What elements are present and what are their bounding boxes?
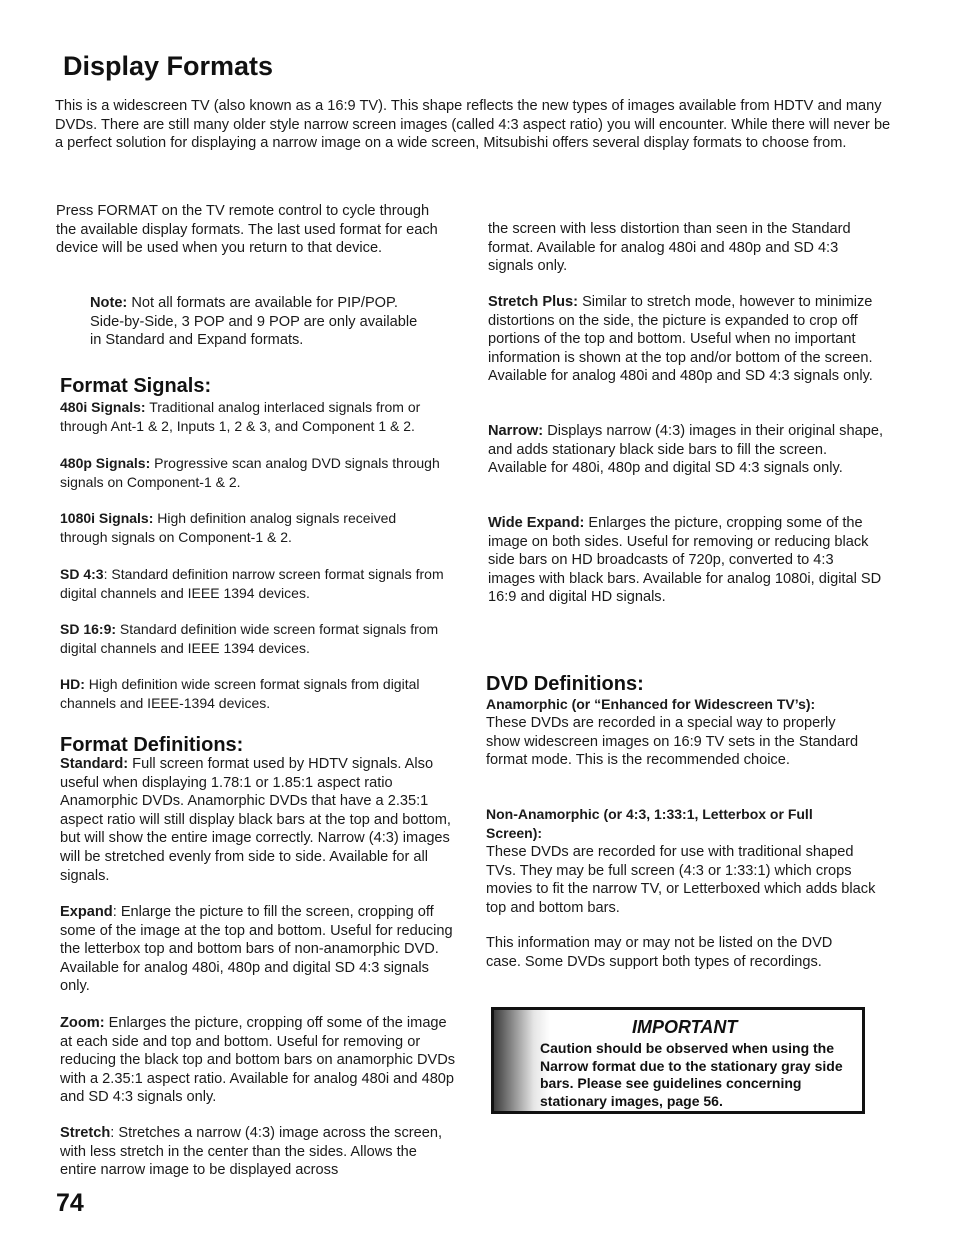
def-wide-expand-term: Wide Expand: bbox=[488, 515, 585, 531]
important-text: Caution should be observed when using the Narrow format due to the stationary gray side bars. Please see guidelines concerning stationary images, page 56. bbox=[540, 1040, 843, 1109]
signal-sd169-term: SD 16:9: bbox=[60, 621, 117, 637]
def-standard-text: Full screen format used by HDTV signals. Also useful when displaying 1.78:1 or 1.85:1 aspect ratio Anamorphic DVDs. Anamorphic DVDs that have a 2.35:1 aspect ratio will still display black bars at the top and bottom, but will show the entire image correctly. Narrow (4:3) images will be stretched evenly from side to side. Available for all signals. bbox=[60, 756, 451, 884]
signal-sd43-term: SD 4:3 bbox=[60, 566, 104, 582]
signal-sd43 bbox=[60, 565, 460, 602]
def-stretch-term: Stretch bbox=[60, 1125, 111, 1141]
dvd-info-paragraph: This information may or may not be listed on the DVD case. Some DVDs support both types of recordings. bbox=[486, 935, 833, 970]
def-stretch-continued: the screen with less distortion than seen in the Standard format. Available for analog 480i and 480p and SD 4:3 signals only. bbox=[488, 221, 851, 275]
def-expand bbox=[60, 903, 458, 996]
signal-1080i-term: 1080i Signals: bbox=[60, 510, 154, 526]
signal-1080i bbox=[60, 509, 440, 546]
def-stretch-text: : Stretches a narrow (4:3) image across the screen, with less stretch in the center than the sides. Allows the entire narrow image to be displayed across bbox=[60, 1125, 443, 1179]
def-expand-text: : Enlarge the picture to fill the screen, cropping off some of the image at the top and bottom. Useful for reducing the letterbox top and bottom bars of non-anamorphic DVD. Available for analog 480i, 480p and digital SD 4:3 signals only. bbox=[60, 904, 453, 995]
signal-480i-text: Traditional analog interlaced signals from or through Ant-1 & 2, Inputs 1, 2 & 3, and Component 1 & 2. bbox=[60, 399, 421, 434]
important-title: IMPORTANT bbox=[632, 1017, 738, 1037]
dvd-non-anamorphic-term: Non-Anamorphic (or 4:3, 1:33:1, Letterbox or Full Screen): bbox=[486, 806, 813, 841]
note-label: Note: bbox=[90, 295, 128, 311]
dvd-anamorphic-text: These DVDs are recorded in a special way to properly show widescreen images on 16:9 TV sets in the Standard format mode. This is the recommended choice. bbox=[486, 715, 859, 769]
dvd-non-anamorphic-text: These DVDs are recorded for use with traditional shaped TVs. They may be full screen (4:3 or 1:33:1) which crops movies to fit the narrow TV, or Letterboxed which adds black top and bottom bars. bbox=[486, 844, 876, 916]
dvd-definitions-heading: DVD Definitions: bbox=[486, 673, 644, 695]
intro-paragraph: This is a widescreen TV (also known as a 16:9 TV). This shape reflects the new types of images available from HDTV and many DVDs. There are still many older style narrow screen images (called 4:3 aspect ratio) you will encounter. While there will never be a perfect solution for displaying a narrow image on a wide screen, Mitsubishi offers several display formats to choose from. bbox=[55, 98, 891, 152]
signal-480p-term: 480p Signals: bbox=[60, 455, 151, 471]
signal-sd43-text: : Standard definition narrow screen format signals from digital channels and IEEE 1394 devices. bbox=[60, 566, 444, 601]
signal-sd169-text: Standard definition wide screen format signals from digital channels and IEEE 1394 devices. bbox=[60, 621, 439, 656]
signal-480p-text: Progressive scan analog DVD signals through signals on Component-1 & 2. bbox=[60, 455, 440, 490]
def-zoom bbox=[60, 1014, 458, 1107]
signal-hd-term: HD: bbox=[60, 676, 85, 692]
format-signals-heading: Format Signals: bbox=[60, 375, 212, 397]
signal-hd-text: High definition wide screen format signals from digital channels and IEEE-1394 devices. bbox=[60, 676, 420, 711]
def-zoom-term: Zoom: bbox=[60, 1015, 105, 1031]
def-stretch-plus bbox=[488, 293, 883, 386]
def-zoom-text: Enlarges the picture, cropping off some of the image at each side and top and bottom. Useful for removing or reducing the black top and bottom bars on anamorphic DVDs with a 2.35:1 aspect ratio. Available for analog 480i and 480p and SD 4:3 signals only. bbox=[60, 1015, 456, 1106]
format-definitions-heading: Format Definitions: bbox=[60, 734, 244, 756]
def-standard bbox=[60, 755, 458, 885]
page-title: Display Formats bbox=[63, 51, 274, 81]
def-stretch bbox=[60, 1124, 452, 1180]
important-callout bbox=[491, 1007, 865, 1114]
def-stretch-plus-term: Stretch Plus: bbox=[488, 294, 579, 310]
signal-480p bbox=[60, 454, 480, 491]
dvd-anamorphic-term: Anamorphic (or “Enhanced for Widescreen TV’s): bbox=[486, 696, 816, 712]
signal-480i-term: 480i Signals: bbox=[60, 399, 146, 415]
def-wide-expand-text: Enlarges the picture, cropping some of the image on both sides. Useful for removing or reducing black side bars on HD broadcasts of 720p, converted to 4:3 images with black bars. Available for analog 1080i, digital SD 16:9 and digital HD signals. bbox=[488, 515, 882, 606]
def-narrow bbox=[488, 422, 883, 478]
note-text: Not all formats are available for PIP/POP. Side-by-Side, 3 POP and 9 POP are only available in Standard and Expand formats. bbox=[90, 295, 418, 349]
def-stretch-plus-text: Similar to stretch mode, however to minimize distortions on the side, the picture is expanded to crop off portions of the top and bottom. Useful when no important information is shown at the top and/or bottom of the screen. Available for analog 480i and 480p and SD 4:3 signals only. bbox=[488, 294, 873, 385]
def-narrow-text: Displays narrow (4:3) images in their original shape, and adds stationary black side bars to fill the screen. Available for 480i, 480p and digital SD 4:3 signals only. bbox=[488, 423, 884, 477]
page-number: 74 bbox=[56, 1189, 84, 1217]
note-paragraph bbox=[90, 294, 430, 350]
def-standard-term: Standard: bbox=[60, 756, 129, 772]
signal-1080i-text: High definition analog signals received through signals on Component-1 & 2. bbox=[60, 510, 397, 545]
signal-sd169 bbox=[60, 620, 460, 657]
press-format-paragraph: Press FORMAT on the TV remote control to cycle through the available display formats. The last used format for each device will be used when you return to that device. bbox=[56, 203, 438, 257]
signal-480i bbox=[60, 398, 460, 435]
def-wide-expand bbox=[488, 514, 883, 607]
signal-hd bbox=[60, 675, 440, 712]
def-expand-term: Expand bbox=[60, 904, 113, 920]
def-narrow-term: Narrow: bbox=[488, 423, 544, 439]
